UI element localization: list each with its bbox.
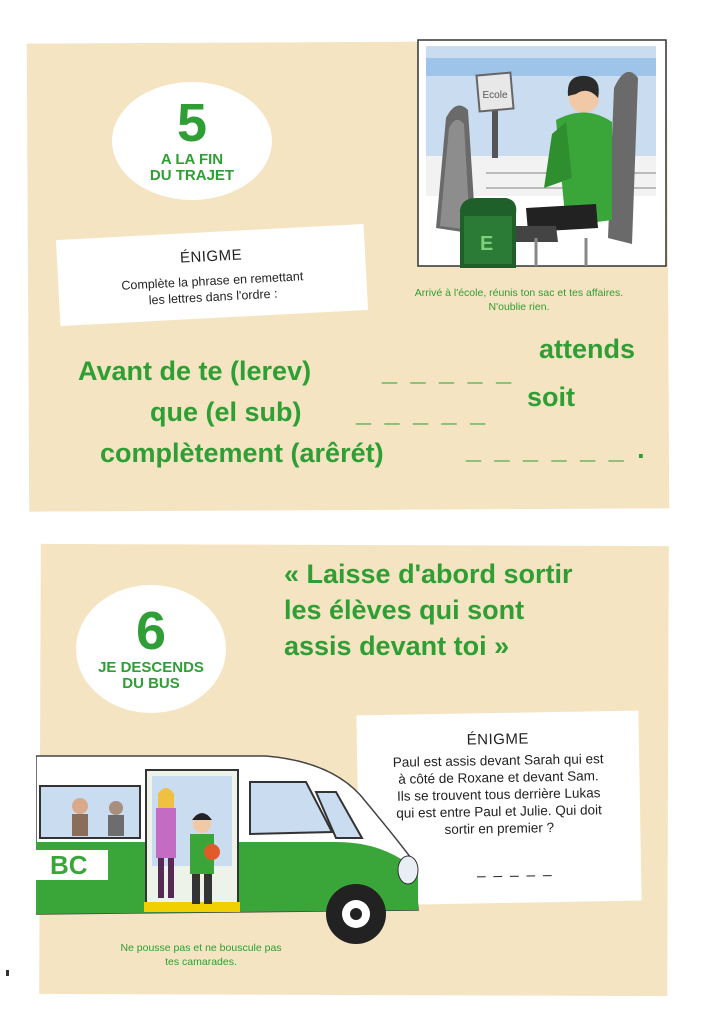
enigme-text-line1: Paul est assis devant Sarah qui est: [392, 751, 604, 770]
puzzle-line3-text: complètement (arêrét): [100, 438, 384, 468]
puzzle-line-3: [100, 438, 384, 469]
enigme-title: ÉNIGME: [179, 246, 243, 267]
puzzle-line-3-blank: [466, 434, 648, 465]
puzzle-line1-end-word: attends: [539, 334, 636, 364]
quote-line1: « Laisse d'abord sortir: [284, 559, 573, 589]
backpack-letter: E: [480, 233, 494, 255]
step-6-badge: [76, 585, 226, 713]
rule-quote: [284, 556, 644, 664]
puzzle-line-2-blank: [356, 397, 488, 428]
quote-line3: assis devant toi »: [284, 631, 510, 661]
puzzle-line1-text: Avant de te (lerev): [78, 356, 312, 386]
enigme-text-line5: sortir en premier ?: [444, 820, 555, 837]
bus-interior-illustration: [416, 38, 668, 268]
enigme-text-line1: Complète la phrase en remettant: [121, 269, 304, 293]
enigme-text-line2: les lettres dans l'ordre :: [148, 286, 278, 308]
answer-blank-2: _ _ _ _ _: [356, 397, 489, 427]
school-sign-text: Ecole: [482, 90, 508, 101]
puzzle-line2-end-word: soit: [527, 382, 576, 412]
enigme-title: ÉNIGME: [466, 730, 530, 749]
step-title-line1: JE DESCENDS: [98, 659, 204, 676]
scan-mark: [6, 970, 9, 976]
step-title-line2: DU TRAJET: [149, 167, 235, 184]
illustration-caption-5: [390, 286, 648, 314]
caption-line1: Arrivé à l'école, réunis ton sac et tes affaires.: [414, 287, 624, 299]
enigme-text-line4: qui est entre Paul et Julie. Qui doit: [396, 802, 602, 821]
puzzle-line-1: [78, 356, 311, 387]
quote-line2: les élèves qui sont: [284, 595, 525, 625]
puzzle-line2-text: que (el sub): [150, 397, 302, 427]
enigme-card-5: [56, 224, 368, 326]
step-number: 5: [176, 93, 208, 153]
puzzle-line-1-end: [539, 334, 635, 365]
puzzle-line-1-blank: [382, 356, 514, 387]
enigme-text-line3: Ils se trouvent tous derrière Lukas: [396, 785, 601, 804]
enigme-text-line2: à côté de Roxane et devant Sam.: [398, 768, 599, 787]
puzzle-line-2: [150, 397, 302, 428]
illustration-caption-6: [96, 941, 306, 969]
step-number: 6: [135, 601, 167, 661]
answer-blank-1: _ _ _ _ _: [382, 356, 515, 386]
puzzle-line-2-end: [527, 382, 575, 413]
caption-line2: tes camarades.: [165, 956, 237, 968]
caption-line1: Ne pousse pas et ne bouscule pas: [120, 942, 282, 954]
step-title-line1: A LA FIN: [160, 151, 224, 168]
bus-logo: BC: [50, 850, 88, 880]
step-5-badge: [112, 82, 272, 200]
answer-blank-3: _ _ _ _ _ _ .: [466, 434, 648, 464]
bus-exit-illustration: [36, 742, 422, 948]
step-title-line2: DU BUS: [122, 675, 180, 692]
caption-line2: N'oublie rien.: [488, 301, 550, 313]
answer-blank: _ _ _ _ _: [476, 860, 554, 879]
